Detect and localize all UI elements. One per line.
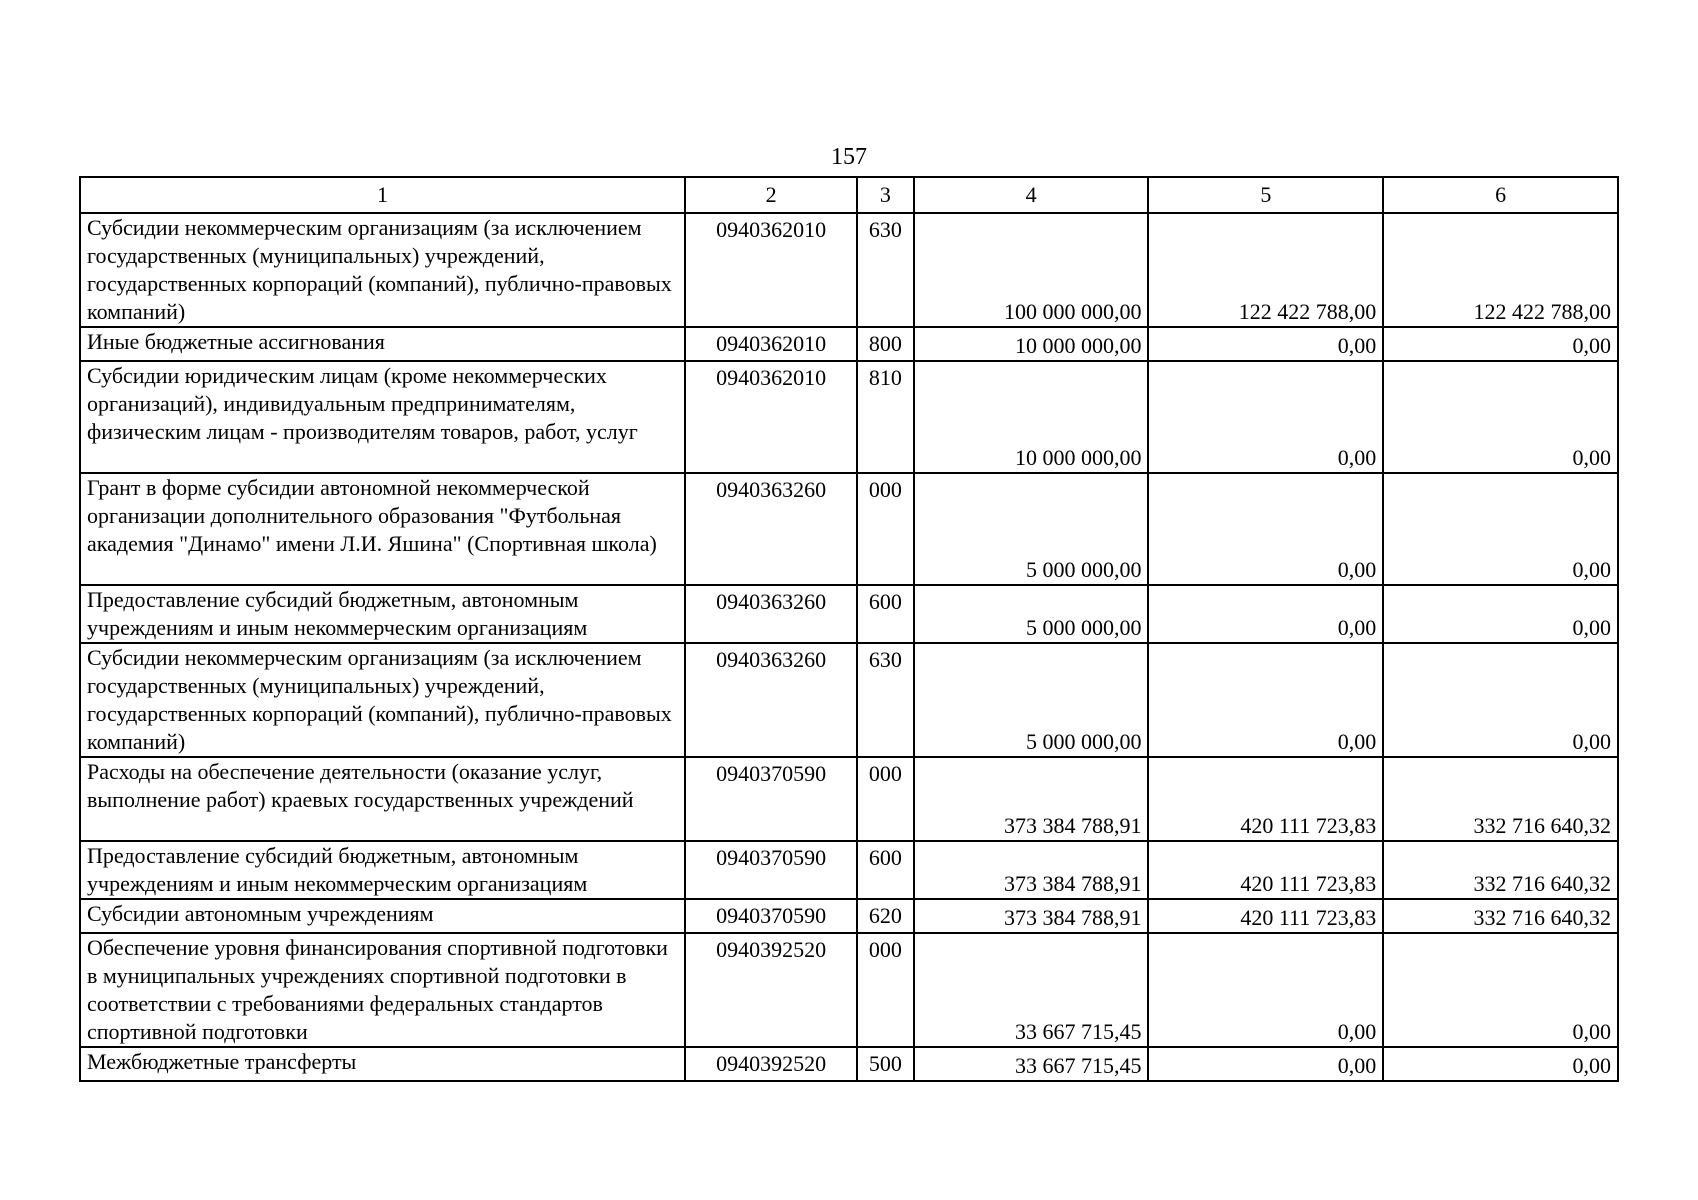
row-value-6: 0,00 <box>1383 473 1618 585</box>
row-csr-code: 0940370590 <box>685 757 857 841</box>
table-row <box>80 841 1618 899</box>
row-csr-code: 0940363260 <box>685 473 857 585</box>
table-header-row <box>80 177 1618 213</box>
row-value-6: 122 422 788,00 <box>1383 213 1618 327</box>
row-name: Обеспечение уровня финансирования спортивной подготовки в муниципальных учреждениях спортивной подготовки в соответствии с требованиями федеральных стандартов спортивной подготовки <box>80 933 685 1047</box>
row-value-5: 420 111 723,83 <box>1148 757 1383 841</box>
row-vr-code: 800 <box>857 327 914 361</box>
row-value-5: 0,00 <box>1148 933 1383 1047</box>
row-name: Субсидии некоммерческим организациям (за исключением государственных (муниципальных) учреждений, государственных корпораций (компаний), публично-правовых компаний) <box>80 643 685 757</box>
row-value-6: 332 716 640,32 <box>1383 757 1618 841</box>
table-row <box>80 933 1618 1047</box>
row-vr-code: 500 <box>857 1047 914 1081</box>
table-row <box>80 899 1618 933</box>
row-value-4: 373 384 788,91 <box>914 757 1149 841</box>
row-value-5: 420 111 723,83 <box>1148 899 1383 933</box>
row-value-4: 10 000 000,00 <box>914 361 1149 473</box>
row-value-4: 10 000 000,00 <box>914 327 1149 361</box>
header-col-5: 5 <box>1148 177 1383 213</box>
row-value-5: 0,00 <box>1148 643 1383 757</box>
header-col-1: 1 <box>80 177 685 213</box>
table-row <box>80 643 1618 757</box>
header-col-2: 2 <box>685 177 857 213</box>
table-row <box>80 361 1618 473</box>
table-row <box>80 213 1618 327</box>
row-csr-code: 0940362010 <box>685 213 857 327</box>
row-value-5: 0,00 <box>1148 1047 1383 1081</box>
row-vr-code: 000 <box>857 757 914 841</box>
row-value-6: 0,00 <box>1383 361 1618 473</box>
header-col-6: 6 <box>1383 177 1618 213</box>
row-name: Субсидии юридическим лицам (кроме некоммерческих организаций), индивидуальным предпринимателям, физическим лицам - производителям товаров, работ, услуг <box>80 361 685 473</box>
row-csr-code: 0940362010 <box>685 327 857 361</box>
row-value-6: 0,00 <box>1383 643 1618 757</box>
row-vr-code: 000 <box>857 933 914 1047</box>
row-value-6: 0,00 <box>1383 585 1618 643</box>
row-vr-code: 600 <box>857 841 914 899</box>
row-name: Межбюджетные трансферты <box>80 1047 685 1081</box>
row-name: Субсидии некоммерческим организациям (за исключением государственных (муниципальных) учреждений, государственных корпораций (компаний), публично-правовых компаний) <box>80 213 685 327</box>
row-csr-code: 0940392520 <box>685 1047 857 1081</box>
row-value-4: 5 000 000,00 <box>914 643 1149 757</box>
row-value-6: 0,00 <box>1383 327 1618 361</box>
header-col-3: 3 <box>857 177 914 213</box>
row-vr-code: 630 <box>857 643 914 757</box>
row-value-4: 100 000 000,00 <box>914 213 1149 327</box>
row-vr-code: 600 <box>857 585 914 643</box>
row-value-5: 420 111 723,83 <box>1148 841 1383 899</box>
row-csr-code: 0940370590 <box>685 899 857 933</box>
row-vr-code: 810 <box>857 361 914 473</box>
row-value-6: 332 716 640,32 <box>1383 899 1618 933</box>
row-value-4: 5 000 000,00 <box>914 585 1149 643</box>
row-name: Грант в форме субсидии автономной некоммерческой организации дополнительного образования "Футбольная академия "Динамо" имени Л.И. Яшина" (Спортивная школа) <box>80 473 685 585</box>
row-value-4: 5 000 000,00 <box>914 473 1149 585</box>
table-row <box>80 757 1618 841</box>
page-number: 157 <box>831 144 867 170</box>
row-csr-code: 0940362010 <box>685 361 857 473</box>
row-value-4: 33 667 715,45 <box>914 1047 1149 1081</box>
row-vr-code: 630 <box>857 213 914 327</box>
row-value-6: 0,00 <box>1383 933 1618 1047</box>
row-value-4: 33 667 715,45 <box>914 933 1149 1047</box>
row-value-5: 0,00 <box>1148 327 1383 361</box>
row-name: Предоставление субсидий бюджетным, автономным учреждениям и иным некоммерческим организациям <box>80 841 685 899</box>
row-name: Субсидии автономным учреждениям <box>80 899 685 933</box>
row-vr-code: 620 <box>857 899 914 933</box>
row-value-4: 373 384 788,91 <box>914 899 1149 933</box>
row-value-6: 0,00 <box>1383 1047 1618 1081</box>
table-row <box>80 585 1618 643</box>
row-csr-code: 0940370590 <box>685 841 857 899</box>
row-value-5: 122 422 788,00 <box>1148 213 1383 327</box>
row-name: Расходы на обеспечение деятельности (оказание услуг, выполнение работ) краевых государственных учреждений <box>80 757 685 841</box>
row-vr-code: 000 <box>857 473 914 585</box>
header-col-4: 4 <box>914 177 1149 213</box>
budget-table <box>79 176 1619 1082</box>
row-value-6: 332 716 640,32 <box>1383 841 1618 899</box>
row-value-4: 373 384 788,91 <box>914 841 1149 899</box>
table-row <box>80 1047 1618 1081</box>
table-row <box>80 473 1618 585</box>
row-csr-code: 0940363260 <box>685 585 857 643</box>
row-value-5: 0,00 <box>1148 361 1383 473</box>
row-name: Иные бюджетные ассигнования <box>80 327 685 361</box>
row-name: Предоставление субсидий бюджетным, автономным учреждениям и иным некоммерческим организациям <box>80 585 685 643</box>
row-value-5: 0,00 <box>1148 585 1383 643</box>
table-row <box>80 327 1618 361</box>
row-csr-code: 0940392520 <box>685 933 857 1047</box>
row-value-5: 0,00 <box>1148 473 1383 585</box>
row-csr-code: 0940363260 <box>685 643 857 757</box>
